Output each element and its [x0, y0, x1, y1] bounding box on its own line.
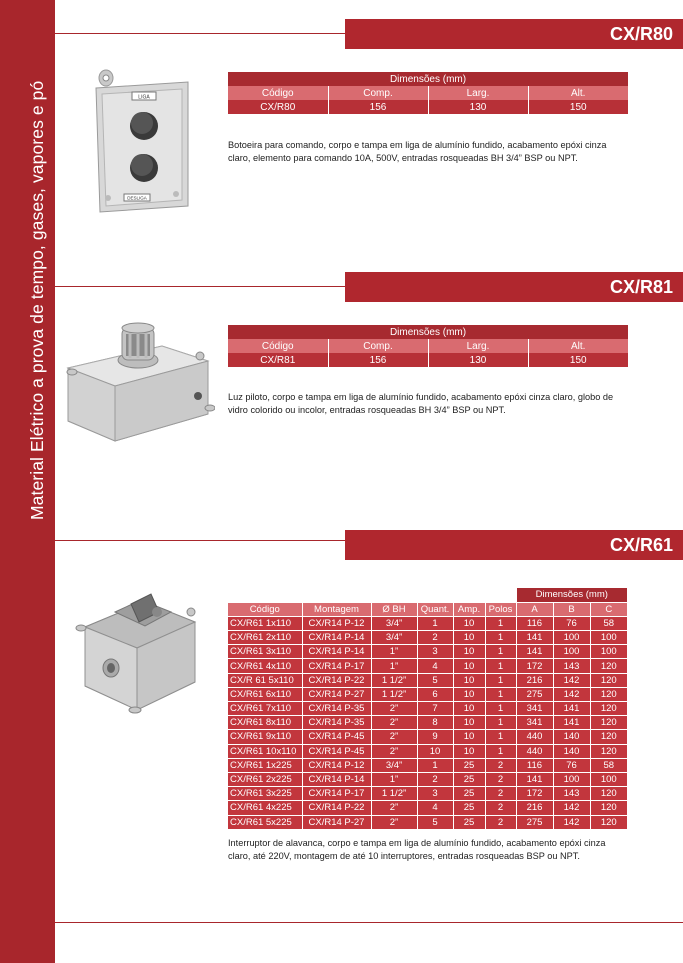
table-cell: 120 — [590, 716, 627, 730]
table-cell: 2 — [485, 801, 516, 815]
table-cell: 3 — [417, 645, 453, 659]
table-cell: 1 1/2” — [371, 673, 417, 687]
table-cell: 120 — [590, 673, 627, 687]
column-header: Alt. — [528, 339, 628, 353]
table-group-header: Dimensões (mm) — [228, 325, 628, 339]
sidebar — [0, 0, 55, 963]
table-blank — [228, 588, 516, 602]
table-cell: 156 — [328, 100, 428, 114]
table-cell: 25 — [453, 772, 485, 786]
table-cell: CX/R14 P-22 — [302, 801, 371, 815]
table-cell: 1 — [485, 716, 516, 730]
table-cell: 150 — [528, 353, 628, 367]
table-cell: 216 — [516, 673, 553, 687]
table-cell: 76 — [553, 616, 590, 630]
table-cell: 2 — [485, 758, 516, 772]
table-cell: 120 — [590, 744, 627, 758]
table-cell: 10 — [453, 702, 485, 716]
table-cell: 3/4” — [371, 616, 417, 630]
table-cell: 5 — [417, 673, 453, 687]
table-row — [228, 673, 627, 687]
table-cell: CX/R61 4x110 — [228, 659, 302, 673]
table-cell: 1 — [417, 616, 453, 630]
table-cell: CX/R 61 5x110 — [228, 673, 302, 687]
table-row — [228, 744, 627, 758]
table-row — [228, 687, 627, 701]
cx-r61-description: Interruptor de alavanca, corpo e tampa em liga de alumínio fundido, acabamento epóxi cinza claro, até 220V, montagem de até 10 interruptores, entradas rosqueadas BSP ou NPT. — [228, 838, 606, 861]
table-cell: 141 — [516, 645, 553, 659]
column-header: Polos — [485, 602, 516, 616]
table-cell: CX/R14 P-35 — [302, 716, 371, 730]
table-cell: CX/R61 7x110 — [228, 702, 302, 716]
cx-r80-table — [228, 72, 628, 114]
column-header: Comp. — [328, 339, 428, 353]
table-cell: 2” — [371, 815, 417, 829]
table-cell: CX/R14 P-35 — [302, 702, 371, 716]
table-cell: 141 — [516, 631, 553, 645]
table-cell: 120 — [590, 801, 627, 815]
table-row — [228, 659, 627, 673]
table-cell: 76 — [553, 758, 590, 772]
table-cell: 10 — [453, 716, 485, 730]
table-cell: CX/R14 P-22 — [302, 673, 371, 687]
column-header: Montagem — [302, 602, 371, 616]
table-row — [228, 730, 627, 744]
table-cell: 2 — [485, 787, 516, 801]
table-cell: 3/4” — [371, 758, 417, 772]
table-cell: 1” — [371, 772, 417, 786]
table-cell: 10 — [453, 673, 485, 687]
table-cell: 172 — [516, 659, 553, 673]
table-cell: 120 — [590, 787, 627, 801]
table-cell: 10 — [417, 744, 453, 758]
table-cell: 1 — [485, 673, 516, 687]
table-cell: CX/R14 P-12 — [302, 616, 371, 630]
table-row — [228, 616, 627, 630]
table-cell: 143 — [553, 787, 590, 801]
table-cell: 120 — [590, 687, 627, 701]
table-cell: 25 — [453, 815, 485, 829]
cx-r81-description: Luz piloto, corpo e tampa em liga de alumínio fundido, acabamento epóxi cinza claro, globo de vidro colorido ou incolor, entradas rosqueadas BH 3/4” BSP ou NPT. — [228, 392, 614, 415]
column-header: Larg. — [428, 86, 528, 100]
table-cell: 156 — [328, 353, 428, 367]
table-cell: 1 — [485, 616, 516, 630]
table-cell: CX/R14 P-45 — [302, 730, 371, 744]
table-cell: 143 — [553, 659, 590, 673]
table-cell: 7 — [417, 702, 453, 716]
section-title-cx-r61: CX/R61 — [345, 530, 683, 560]
table-cell: 100 — [590, 631, 627, 645]
table-cell: 10 — [453, 631, 485, 645]
table-cell: 141 — [516, 772, 553, 786]
column-header: Código — [228, 339, 328, 353]
table-cell: 10 — [453, 659, 485, 673]
table-cell: CX/R14 P-17 — [302, 787, 371, 801]
column-header: B — [553, 602, 590, 616]
table-cell: 10 — [453, 616, 485, 630]
table-cell: 1 — [485, 702, 516, 716]
table-row — [228, 645, 627, 659]
table-cell: 2 — [417, 772, 453, 786]
table-cell: 142 — [553, 673, 590, 687]
table-cell: 130 — [428, 100, 528, 114]
table-cell: CX/R14 P-12 — [302, 758, 371, 772]
table-cell: CX/R61 2x225 — [228, 772, 302, 786]
lever-switch-image — [75, 582, 205, 717]
table-cell: 1 — [485, 631, 516, 645]
table-cell: 1 1/2” — [371, 787, 417, 801]
table-cell: CX/R61 3x110 — [228, 645, 302, 659]
table-cell: CX/R14 P-27 — [302, 815, 371, 829]
table-cell: 150 — [528, 100, 628, 114]
table-cell: CX/R80 — [228, 100, 328, 114]
column-header: Código — [228, 602, 302, 616]
table-cell: CX/R61 1x225 — [228, 758, 302, 772]
table-cell: 1” — [371, 645, 417, 659]
table-cell: 2 — [485, 772, 516, 786]
pilot-light-image — [60, 316, 215, 451]
table-cell: 2 — [485, 815, 516, 829]
table-cell: 10 — [453, 687, 485, 701]
table-cell: 142 — [553, 801, 590, 815]
table-cell: CX/R14 P-45 — [302, 744, 371, 758]
table-cell: 1 — [485, 645, 516, 659]
column-header: Alt. — [528, 86, 628, 100]
table-cell: 2” — [371, 702, 417, 716]
column-header: C — [590, 602, 627, 616]
table-cell: 5 — [417, 815, 453, 829]
table-cell: 120 — [590, 730, 627, 744]
table-cell: 1 — [417, 758, 453, 772]
cx-r80-description: Botoeira para comando, corpo e tampa em liga de alumínio fundido, acabamento epóxi cinza claro, elemento para comando 10A, 500V, entradas rosqueadas BH 3/4” BSP ou NPT. — [228, 140, 607, 163]
table-row — [228, 787, 627, 801]
table-cell: 2” — [371, 744, 417, 758]
table-cell: 140 — [553, 730, 590, 744]
table-row — [228, 801, 627, 815]
table-cell: 216 — [516, 801, 553, 815]
table-cell: 3/4” — [371, 631, 417, 645]
table-cell: 100 — [553, 645, 590, 659]
table-cell: 341 — [516, 702, 553, 716]
table-row — [228, 702, 627, 716]
table-cell: CX/R81 — [228, 353, 328, 367]
table-cell: 1 — [485, 659, 516, 673]
column-header: Comp. — [328, 86, 428, 100]
table-cell: 100 — [590, 645, 627, 659]
table-cell: 130 — [428, 353, 528, 367]
column-header: A — [516, 602, 553, 616]
table-cell: CX/R61 2x110 — [228, 631, 302, 645]
table-cell: 2” — [371, 801, 417, 815]
table-cell: CX/R61 10x110 — [228, 744, 302, 758]
table-cell: 58 — [590, 758, 627, 772]
table-cell: 1 — [485, 687, 516, 701]
table-cell: 172 — [516, 787, 553, 801]
column-header: Código — [228, 86, 328, 100]
table-cell: 1 — [485, 730, 516, 744]
column-header: Ø BH — [371, 602, 417, 616]
table-cell: 116 — [516, 616, 553, 630]
liga-label: LIGA — [138, 94, 150, 101]
table-group-header: Dimensões (mm) — [228, 72, 628, 86]
section-divider — [55, 922, 683, 923]
table-cell: CX/R61 1x110 — [228, 616, 302, 630]
table-cell: 100 — [590, 772, 627, 786]
table-cell: 9 — [417, 730, 453, 744]
table-row — [228, 631, 627, 645]
table-cell: CX/R61 5x225 — [228, 815, 302, 829]
table-cell: CX/R14 P-14 — [302, 772, 371, 786]
table-group-header: Dimensões (mm) — [516, 588, 627, 602]
section-title-cx-r81: CX/R81 — [345, 272, 683, 302]
table-cell: 142 — [553, 815, 590, 829]
table-cell: 6 — [417, 687, 453, 701]
table-cell: 1 — [485, 744, 516, 758]
table-cell: 116 — [516, 758, 553, 772]
table-cell: CX/R14 P-17 — [302, 659, 371, 673]
column-header: Amp. — [453, 602, 485, 616]
table-cell: 2” — [371, 716, 417, 730]
table-cell: 3 — [417, 787, 453, 801]
table-cell: 10 — [453, 645, 485, 659]
table-cell: 440 — [516, 744, 553, 758]
table-cell: 10 — [453, 744, 485, 758]
table-cell: 10 — [453, 730, 485, 744]
cx-r61-table — [228, 588, 627, 830]
table-cell: CX/R14 P-27 — [302, 687, 371, 701]
table-cell: 141 — [553, 702, 590, 716]
table-row — [228, 716, 627, 730]
table-cell: 120 — [590, 815, 627, 829]
push-button-station-image — [88, 66, 193, 216]
table-cell: 8 — [417, 716, 453, 730]
table-cell: 100 — [553, 631, 590, 645]
table-row — [228, 815, 627, 829]
desliga-label: DESLIGA — [127, 195, 147, 201]
table-cell: 25 — [453, 758, 485, 772]
table-cell: CX/R61 9x110 — [228, 730, 302, 744]
table-cell: 4 — [417, 801, 453, 815]
section-title-cx-r80: CX/R80 — [345, 19, 683, 49]
table-cell: CX/R14 P-14 — [302, 645, 371, 659]
table-cell: 4 — [417, 659, 453, 673]
table-cell: CX/R61 8x110 — [228, 716, 302, 730]
table-cell: 440 — [516, 730, 553, 744]
table-cell: 140 — [553, 744, 590, 758]
table-cell: 1” — [371, 659, 417, 673]
table-cell: 25 — [453, 801, 485, 815]
table-cell: 275 — [516, 687, 553, 701]
table-cell: 1 1/2” — [371, 687, 417, 701]
column-header: Larg. — [428, 339, 528, 353]
table-cell: 341 — [516, 716, 553, 730]
table-cell: 142 — [553, 687, 590, 701]
table-cell: 2” — [371, 730, 417, 744]
cx-r81-table — [228, 325, 628, 367]
table-cell: CX/R14 P-14 — [302, 631, 371, 645]
table-cell: CX/R61 3x225 — [228, 787, 302, 801]
table-cell: 25 — [453, 787, 485, 801]
table-cell: 58 — [590, 616, 627, 630]
column-header: Quant. — [417, 602, 453, 616]
table-cell: CX/R61 6x110 — [228, 687, 302, 701]
table-cell: 120 — [590, 659, 627, 673]
table-cell: 141 — [553, 716, 590, 730]
table-cell: 100 — [553, 772, 590, 786]
table-row — [228, 772, 627, 786]
table-cell: CX/R61 4x225 — [228, 801, 302, 815]
sidebar-title: Material Elétrico a prova de tempo, gases, vapores e pó — [27, 80, 47, 520]
table-cell: 120 — [590, 702, 627, 716]
table-cell: 2 — [417, 631, 453, 645]
table-row — [228, 758, 627, 772]
table-cell: 275 — [516, 815, 553, 829]
